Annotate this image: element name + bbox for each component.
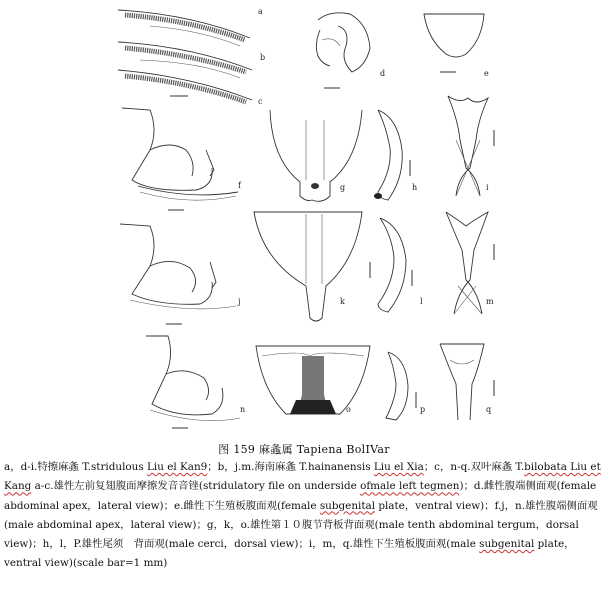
caption-part-1: a，d-i.特擦麻螽 T.stridulous — [4, 461, 147, 473]
panel-label-b: b — [260, 53, 266, 62]
panel-k-male-tenth-tergum — [254, 212, 370, 321]
caption-part-6: )；d.雌性腹端侧面观(female abdominal apex，lateral view)；e.雌性下生殖板腹面观(female — [4, 480, 597, 512]
panel-e-female-subgenital-plate — [424, 14, 484, 72]
figure-caption — [4, 458, 604, 574]
panel-label-a: a — [258, 7, 263, 16]
panel-b-stridulatory-file — [118, 42, 252, 78]
panel-label-k: k — [340, 297, 345, 306]
panel-j-male-abdominal-apex — [120, 224, 236, 324]
caption-part-3: ；c，n-q.双叶麻螽 T. — [423, 461, 525, 473]
figure-title: 图 159 麻螽属 Tapiena BolIVar — [218, 443, 390, 456]
panel-label-e: e — [484, 69, 489, 78]
caption-author-1: Liu el Kan9 — [147, 461, 208, 473]
caption-underlined-1: ofmale left tegmen — [360, 480, 460, 493]
panel-l-male-cercus — [378, 218, 412, 312]
panel-label-g: g — [340, 183, 346, 192]
panel-a-stridulatory-file — [118, 10, 250, 46]
panel-label-q: q — [486, 405, 492, 414]
panel-p-male-cercus — [386, 352, 416, 420]
caption-part-7: plate，ventral view)；f.j，n.雄性腹端侧面观(male abdominal apex，lateral view)；g，k，o.雄性第１０腹节背板背面观(male tenth abdominal tergum，dorsal view)；h，l，P.雄性尾须 背面观(male cerci，dorsal view)；i，m，q.雄性下生殖板腹面观(male — [4, 499, 598, 551]
caption-author-3: bilobata Liu et Kang — [4, 461, 601, 493]
panel-n-male-abdominal-apex — [146, 336, 240, 428]
panel-label-d: d — [380, 69, 386, 78]
panel-d-female-abdominal-apex — [316, 13, 370, 88]
panel-o-male-tenth-tergum — [256, 346, 370, 414]
caption-part-8: plate，ventral view)(scale bar=1 mm) — [4, 538, 575, 570]
caption-underlined-3: subgenital — [479, 538, 535, 551]
panel-label-f: f — [238, 181, 241, 190]
panel-label-h: h — [412, 183, 418, 192]
panel-label-i: i — [486, 183, 489, 192]
caption-part-4: a-c.雄性左前复翅腹面摩擦发音音锉(stridulatory file on unders — [31, 480, 341, 493]
caption-part-2: ；b，j.m.海南麻螽 T.hainanensis — [207, 461, 374, 473]
panel-label-p: p — [420, 405, 426, 414]
panel-i-male-subgenital-plate — [448, 96, 494, 196]
panel-f-male-abdominal-apex — [122, 108, 238, 210]
panel-h-male-cercus — [374, 110, 410, 200]
caption-author-2: Liu el Xia — [373, 461, 424, 473]
caption-underlined-2: subgenital — [319, 499, 376, 512]
panel-label-j: j — [238, 297, 241, 306]
panel-label-o: o — [346, 405, 351, 414]
panel-label-c: c — [258, 97, 263, 106]
panel-label-l: l — [420, 297, 423, 306]
panel-label-n: n — [240, 405, 246, 414]
panel-g-male-tenth-tergum — [270, 110, 362, 212]
caption-part-5: ide — [340, 480, 361, 493]
panel-label-m: m — [486, 297, 494, 306]
